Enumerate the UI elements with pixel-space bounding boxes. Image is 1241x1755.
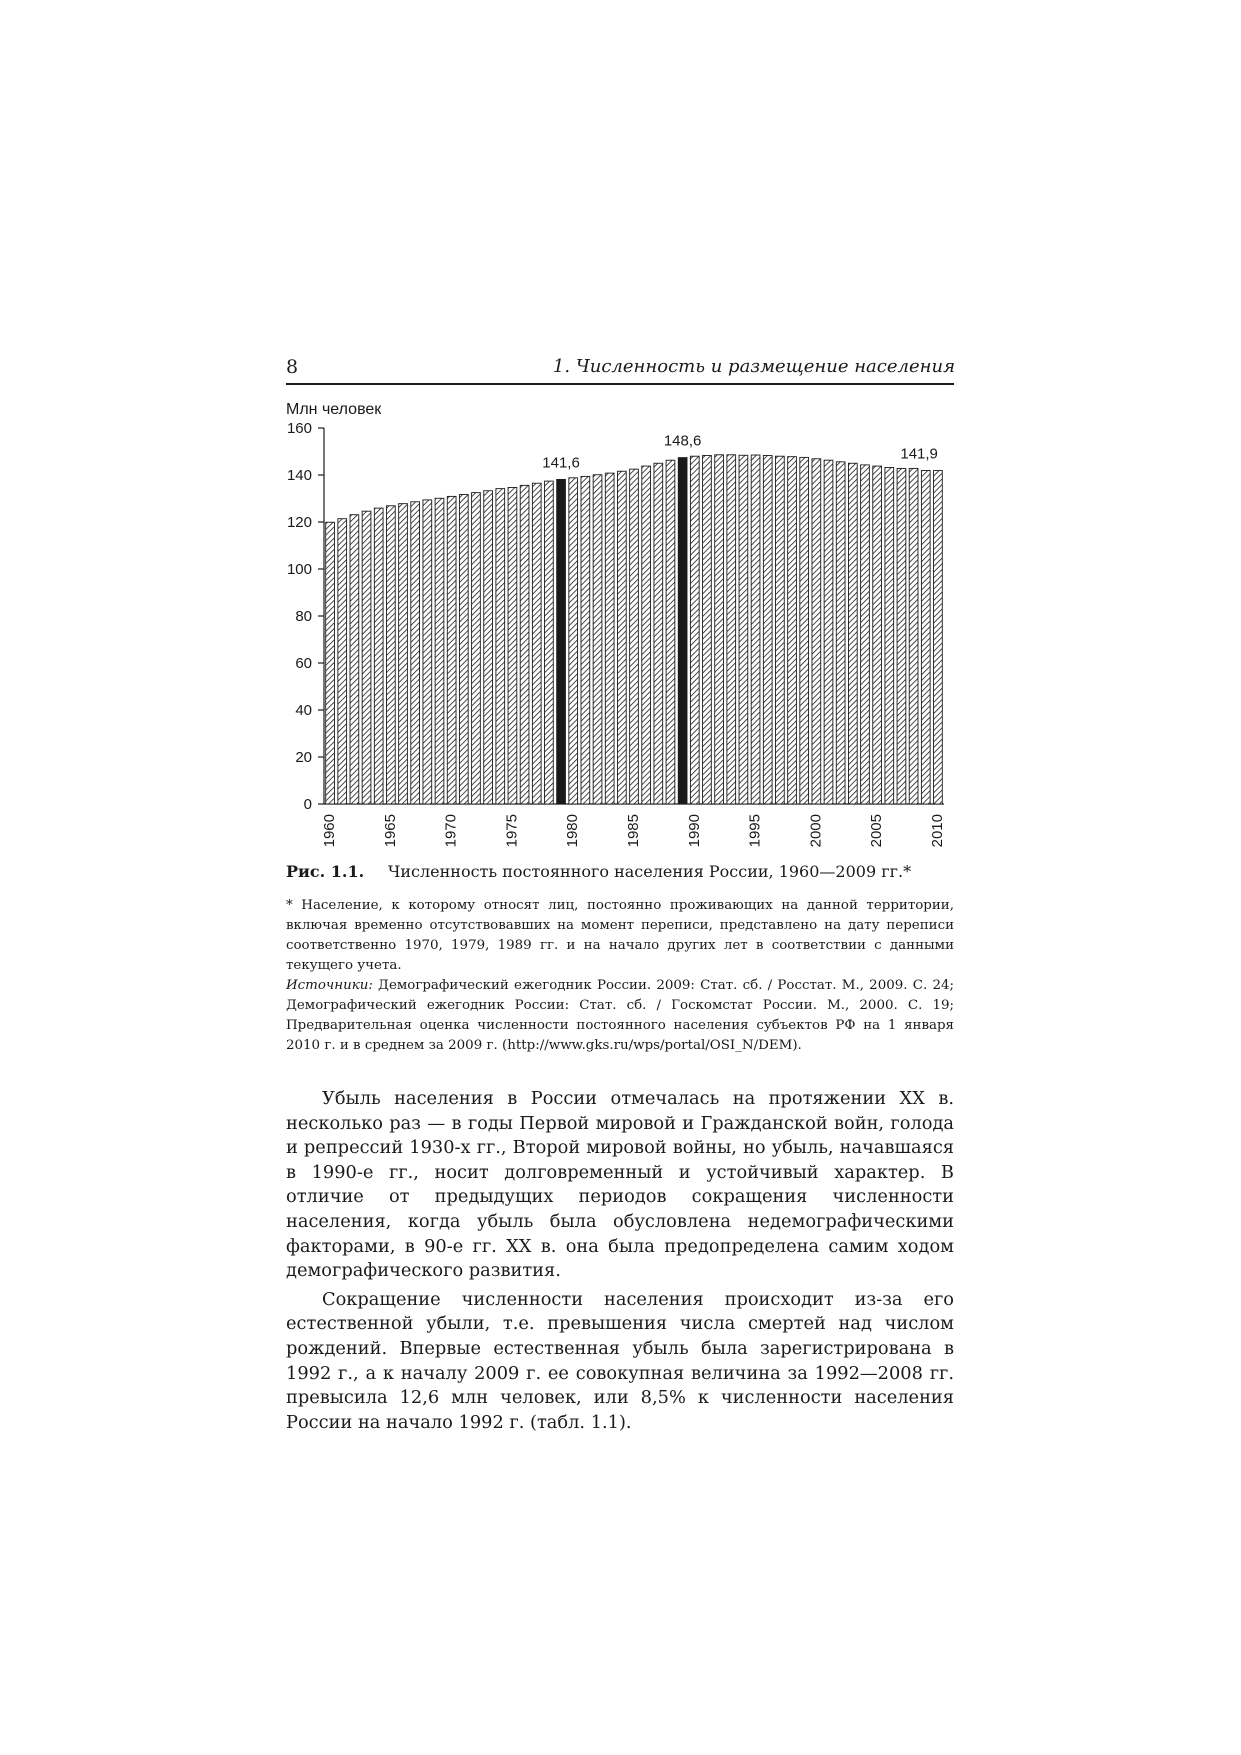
figure-caption-label: Рис. 1.1. — [286, 862, 365, 881]
bar — [508, 487, 517, 804]
x-tick-label: 1980 — [564, 814, 582, 848]
y-tick-label: 160 — [286, 420, 312, 437]
x-axis — [321, 814, 946, 847]
bar — [885, 467, 894, 804]
bar — [666, 460, 675, 804]
x-tick-label: 2005 — [868, 814, 886, 848]
bar — [739, 455, 748, 804]
bar — [630, 469, 639, 804]
bar — [824, 460, 833, 804]
bar — [472, 493, 481, 804]
figure-caption — [286, 862, 911, 881]
bar — [362, 511, 371, 804]
bar — [703, 455, 712, 804]
bar — [812, 459, 821, 804]
bar — [399, 504, 408, 804]
data-label: 141,9 — [900, 445, 938, 463]
bar — [642, 466, 651, 804]
bar — [897, 468, 906, 804]
bar — [593, 475, 602, 804]
data-label: 148,6 — [663, 432, 702, 450]
bar — [374, 508, 383, 804]
y-tick-label: 40 — [295, 702, 312, 719]
bar — [350, 515, 359, 804]
bar — [338, 519, 347, 804]
header-rule — [286, 383, 954, 385]
y-axis-label: Млн человек — [286, 401, 382, 418]
bar-highlighted — [678, 458, 687, 804]
bar — [873, 466, 882, 804]
bar — [435, 498, 444, 804]
figure-caption-text: Численность постоянного населения России, 1960—2009 гг.* — [388, 862, 912, 881]
bar — [484, 491, 493, 804]
x-tick-label: 1985 — [624, 814, 642, 848]
bar — [569, 478, 578, 804]
bar — [921, 471, 930, 804]
x-tick-label: 1965 — [381, 814, 399, 848]
x-tick-label: 1975 — [503, 814, 521, 848]
bar — [788, 457, 797, 804]
bar — [715, 455, 724, 804]
x-tick-label: 1960 — [321, 814, 339, 848]
bar — [447, 496, 456, 804]
bar — [581, 476, 590, 804]
bar — [934, 471, 943, 804]
bar — [411, 502, 420, 804]
population-bar-chart — [276, 392, 966, 852]
x-tick-label: 1970 — [442, 814, 460, 848]
bar — [861, 465, 870, 804]
bar — [800, 457, 809, 804]
bar — [836, 462, 845, 804]
bar — [654, 463, 663, 804]
page-number: 8 — [286, 356, 299, 378]
bar — [617, 471, 626, 804]
y-tick-label: 0 — [303, 796, 312, 813]
bar — [605, 473, 614, 804]
bar — [848, 463, 857, 804]
y-tick-label: 60 — [295, 655, 312, 672]
bar — [423, 500, 432, 804]
figure-notes — [286, 896, 954, 1056]
running-title: 1. Численность и размещение населения — [552, 356, 955, 377]
bar — [776, 456, 785, 804]
bar — [386, 506, 395, 804]
y-tick-label: 80 — [295, 608, 312, 625]
figure-footnote: * Население, к которому относят лиц, постоянно проживающих на данной территории, включая временно отсутствовавших на момент переписи, представлено на дату переписи соответственно 1970, 1979, 1989 гг. и на начало других лет в соответствии с данными текущего учета. — [286, 898, 954, 973]
bars-group — [326, 455, 943, 804]
bar — [751, 455, 760, 804]
x-tick-label: 2000 — [807, 814, 825, 848]
bar — [459, 495, 468, 804]
y-tick-label: 120 — [286, 514, 312, 531]
sources-text: Демографический ежегодник России. 2009: Стат. сб. / Росстат. М., 2009. С. 24; Демографический ежегодник России: Стат. сб. / Госкомстат России. М., 2000. С. 19; Предварительная оценка численности постоянного населения субъектов РФ на 1 января 2010 г. и в среднем за 2009 г. (http://www.gks.ru/wps/portal/OSI_N/DEM). — [286, 978, 954, 1053]
bar — [545, 481, 554, 804]
data-label: 141,6 — [542, 454, 580, 472]
y-tick-label: 140 — [286, 467, 312, 484]
bar — [763, 455, 772, 804]
bar — [326, 522, 335, 804]
bar — [496, 489, 505, 804]
bar-highlighted — [557, 479, 566, 804]
figure-sources — [286, 976, 954, 1056]
body-paragraph: Убыль населения в России отмечалась на протяжении XX в. несколько раз — в годы Первой мировой и Гражданской войн, голода и репрессий 1930-х гг., Второй мировой войны, но убыль, начавшаяся в 1990-е гг., носит долговременный и устойчивый характер. В отличие от предыдущих периодов сокращения численности населения, когда убыль была обусловлена недемографическими факторами, в 90-е гг. XX в. она была предопределена самим ходом демографического развития. — [286, 1088, 954, 1282]
bar — [690, 456, 699, 804]
bar — [909, 468, 918, 804]
bar — [727, 455, 736, 804]
bar — [520, 485, 529, 804]
body-text — [286, 1087, 954, 1435]
bar — [532, 483, 541, 804]
y-tick-label: 100 — [286, 561, 312, 578]
x-tick-label: 1995 — [746, 814, 764, 848]
body-paragraph: Сокращение численности населения происходит из-за его естественной убыли, т.е. превышения числа смертей над числом рождений. Впервые естественная убыль была зарегистрирована в 1992 г., а к началу 2009 г. ее совокупная величина за 1992—2008 гг. превысила 12,6 млн человек, или 8,5% к численности населения России на начало 1992 г. (табл. 1.1). — [286, 1288, 954, 1433]
sources-label: Источники: — [286, 978, 373, 993]
x-tick-label: 2010 — [928, 814, 946, 848]
x-tick-label: 1990 — [685, 814, 703, 848]
y-tick-label: 20 — [295, 749, 312, 766]
